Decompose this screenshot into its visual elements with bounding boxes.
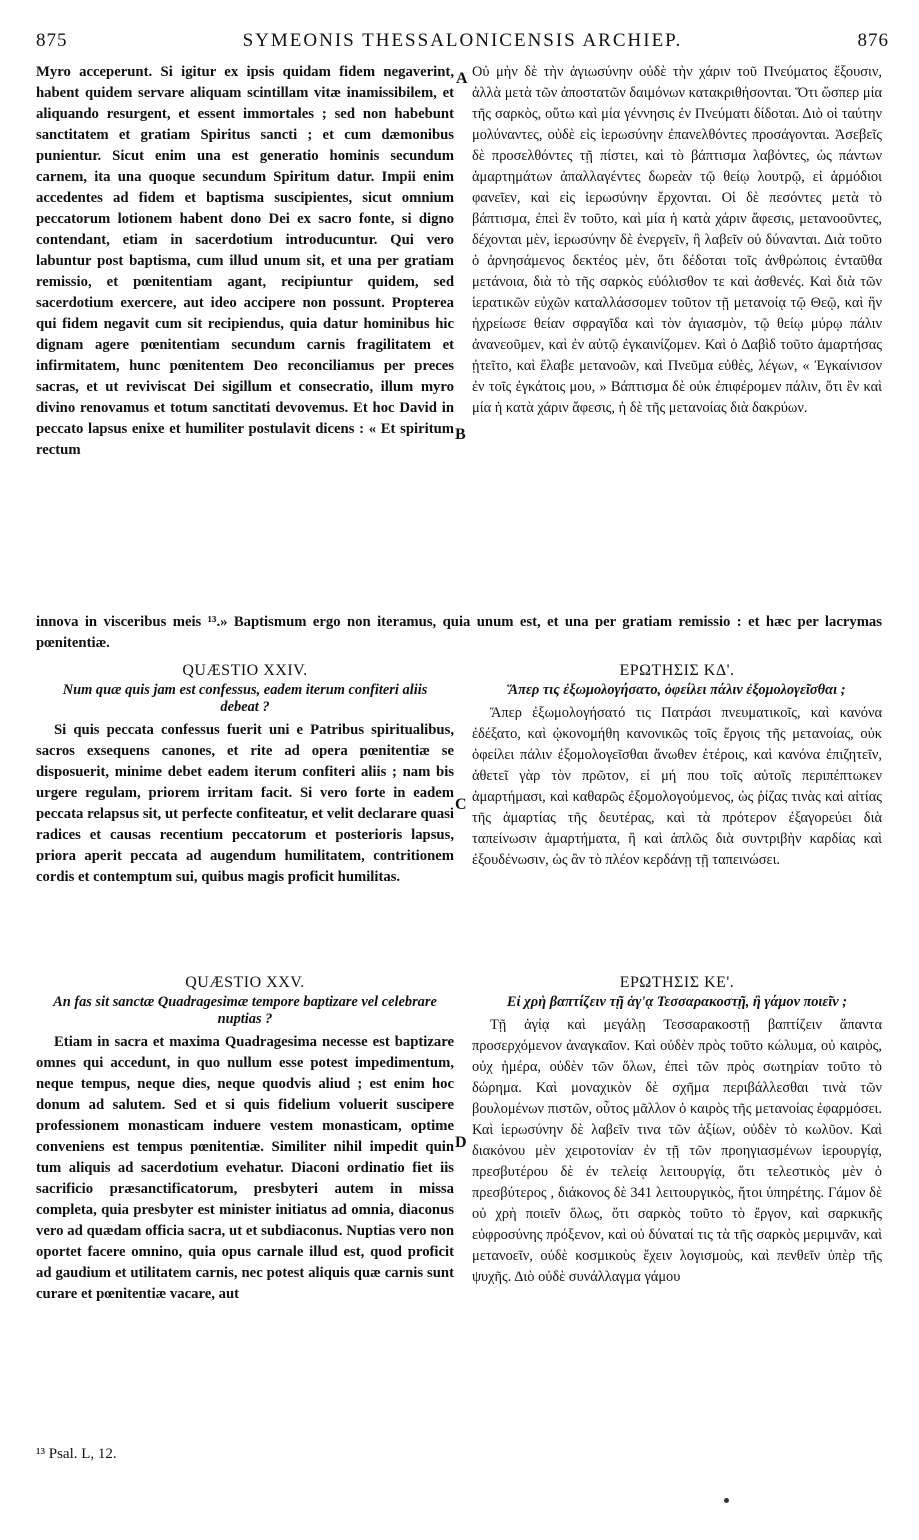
question-body: Si quis peccata confessus fuerit uni e Patribus spiritualibus, sacros exsequens canones, et rite ad opera pœnitentiæ se disposuerit, minime debet eadem iterum confiteri aliis ; nam bis urgere regulam, priorem irritam facit. Si vero forte in eadem peccata relapsus sit, ut perfecte confiteatur, et velit declarare quasi radices et causas recentium peccatorum et posterioris lapsus, priora aperit peccata ad augendum humilitatem, contritionem cordis et contemptum sui, quibus magis proficit humilitas.: [36, 722, 454, 885]
margin-letter-c: C: [455, 796, 467, 813]
greek-column-intro: [472, 62, 882, 419]
latin-intro-text: Myro acceperunt. Si igitur ex ipsis quidam fidem negaverint, habent quidem servare aliquam scintillam vitæ inamissibilem, et aliquando resurgent, et essent immortales ; sed non habebunt sanctitatem et gratiam Spiritus sancti ; et cum dæmonibus punientur. Sicut enim una est generatio hominis secundum carnem, ita una quoque secundum Spiritum datur. Impii enim accedentes ad fidem et baptisma suscipientes, sicut omnium peccatorum lotionem habent dono Dei ex sacro fonte, si digno contendant, etiam in sacerdotium introducuntur. Qui vero labuntur post baptisma, cum illud unum sit, et una per gratiam remissio, et pœnitentiam agant, recipiuntur quidem, sed sacerdotium exercere, aut ideo accipere non possunt. Propterea qui fidem negavit cum sit recipiendus, quia datur hominibus hic dignam agere pœnitentiam secundum carnis fragilitatem et infirmitatem, hunc pœnitentem Deo reconciliamus per preces sacras, et ut reviviscat Dei sigillum et consecratio, illum myro divino renovamus et totum sanctitati devovemus. Et hoc David in peccato lapsus enixe et humiliter postulavit dicens : « Et spiritum rectum: [36, 64, 454, 458]
greek-intro-text: Οὐ μὴν δὲ τὴν ἁγιωσύνην οὐδὲ τὴν χάριν τοῦ Πνεύματος ἕξουσιν, ἀλλὰ μετὰ τῶν ἀποστατῶν δαιμόνων κατακριθήσονται. Ὅτι ὥσπερ μία τῆς σαρκὸς, οὕτω καὶ μία γέννησις ἐν Πνεύματι δίδοται. Διὸ οἱ ταύτην μολύναντες, οὐδὲ εἰς ἱερωσύνην ἐπανελθόντες προσάγονται. Ἀσεβεῖς δὲ προσελθόντες τῇ πίστει, καὶ τὸ βάπτισμα λαβόντες, ὡς πάντων ἁμαρτημάτων ἀπαλλαγέντες δωρεὰν τῷ θείῳ λουτρῷ, εἰ ἁρμόδιοι φανεῖεν, καὶ εἰς ἱερωσύνην ἔρχονται. Οἱ δὲ πεσόντες μετὰ τὸ βάπτισμα, ἐπεὶ ἓν τοῦτο, καὶ μία ἡ κατὰ χάριν ἄφεσις, μετανοοῦντες, δέχονται μὲν, ἱερωσύνην δὲ ἐνεργεῖν, ἢ λαβεῖν οὐ δύνανται. Διὰ τοῦτο ὁ ἀρνησάμενος δεκτέος μὲν, ὅτι δέδοται τοῖς ἀνθρώποις ἐνταῦθα μετάνοια, διὰ τὸ τῆς σαρκὸς εὐόλισθον τε καὶ ἀσθενές. Καὶ διὰ τῶν ἱερατικῶν εὐχῶν καταλλάσσομεν τοῦτον τῇ μετανοίᾳ τῷ Θεῷ, καὶ ἣν ἠχρείωσε θείαν σφραγῖδα καὶ τὸν ἁγιασμὸν, τῷ θείῳ μύρῳ πάλιν ἀνανεοῦμεν, καὶ ἐν αὐτῷ ἐγκαινίζομεν. Καὶ ὁ Δαβὶδ τοῦτο ἁμαρτήσας ᾐτεῖτο, καὶ ἔλαβε μετανοῶν, καὶ Πνεῦμα εὐθὲς, λέγων, « Ἐγκαίνισον ἐν τοῖς ἐγκάτοις μου, » Βάπτισμα δὲ οὐκ ἐπιφέρομεν πάλιν, ὅτι ἓν καὶ μία ἡ κατὰ χάριν ἄφεσις, ἡ δὲ τῆς μετανοίας διὰ δακρύων.: [472, 64, 882, 416]
question-body: Ἅπερ ἐξωμολογήσατό τις Πατράσι πνευματικοῖς, καὶ κανόνα ἐδέξατο, καὶ ᾠκονομήθη κανονικῶς τοῖς ἔργοις τῆς μετανοίας, οὐκ ὀφείλει πάλιν ἐξομολογεῖσθαι ἄνωθεν ἑτέροις, καὶ κανόνα ἐπιζητεῖν, ἀθετεῖ γὰρ τὸν πρῶτον, εἰ μή που τοῖς αὐτοῖς περιπέπτωκεν ἁμαρτήμασι, καὶ καθαρῶς ἐξομολογούμενος, ὡς ῥίζας τινὰς καὶ αἰτίας τῆς ἁμαρτίας τῆς δευτέρας, καὶ τὰ πρότερον ἐξαγορεύει διὰ ταπείνωσιν ἁμαρτήματα, ἢ καὶ ἁπλῶς διὰ συντριβὴν καρδίας καὶ ἐξουδένωσιν, ὡς ἂν τὸ πλέον κερδάνῃ τῇ ταπεινώσει.: [472, 705, 882, 868]
latin-column-intro: [36, 62, 454, 461]
margin-letter-b: B: [455, 426, 466, 443]
running-title: SYMEONIS THESSALONICENSIS ARCHIEP.: [242, 30, 683, 51]
latin-question-25: [36, 972, 454, 1305]
question-body: Τῇ ἁγίᾳ καὶ μεγάλῃ Τεσσαρακοστῇ βαπτίζειν ἅπαντα προσερχόμενον ἀναγκαῖον. Καὶ οὐδὲν πρὸς τοῦτο κώλυμα, οὐ καιρὸς, οὐχ ἡμέρα, οὐδὲν τῶν ὅλων, ἐπεὶ τῶν πρὸς σωτηρίαν τοῦτο τὸ δώρημα. Καὶ μοναχικὸν δὲ σχῆμα περιβάλλεσθαι τινὰ τῶν βουλομένων πιστῶν, οὗτος μᾶλλον ὁ καιρὸς τῆς μετανοίας ἐφαρμόσει. Καὶ ἱερωσύνην δὲ λαβεῖν τινα τῶν ἀξίων, οὐδὲν τὸ κωλῦον. Καὶ διακόνου μὲν χειροτονίαν ἐν τῇ τῶν προηγιασμένων ἱερουργίᾳ, πρεσβυτέρου δὲ ἐν τελείᾳ λειτουργίᾳ, ὅτι τελεστικὸς μὲν ὁ πρεσβύτερος , διάκονος δὲ 341 λειτουργικὸς, ἤτοι ὑπηρέτης. Γάμον δὲ οὐ χρὴ ποιεῖν ὅλως, ὅτι σαρκὸς τοῦτο τὸ ἔργον, καὶ σαρκικῆς εὐφροσύνης πρόξενον, καὶ οὐ δύναταί τις τὰ τῆς σαρκὸς μεριμνᾶν, καὶ μετανοεῖν, οὐδὲ κοσμικοὺς ἔχειν λογισμοὺς, καὶ πενθεῖν ὑπὲρ τῆς ψυχῆς. Διὸ οὐδὲ συνάλλαγμα γάμου: [472, 1017, 882, 1285]
page-header: [36, 30, 889, 56]
question-subtitle: Num quæ quis jam est confessus, eadem iterum confiteri aliis debeat ?: [62, 682, 428, 715]
margin-letter-a: A: [456, 70, 468, 87]
question-title: QUÆSTIO XXIV.: [182, 662, 308, 679]
greek-question-25: [472, 972, 882, 1288]
margin-letter-d: D: [455, 1134, 467, 1151]
footnote: ¹³ Psal. L, 12.: [36, 1446, 117, 1462]
question-body: Etiam in sacra et maxima Quadragesima necesse est baptizare omnes qui accedunt, in quo nullum esse potest impedimentum, neque tempus, neque dies, neque quodvis aliud ; est enim hoc donum ad salutem. Sed et si quis fidelium voluerit suscipere professionem monasticam induere vestem monasticam, optime conveniens est tempus pœnitentiæ. Similiter nihil impedit quin tum aliquis ad sacerdotium evehatur. Diaconi ordinatio fiet iis sacrificio præsanctificatorum, presbyteri autem in missa completa, quia presbyter est minister initiatus ad omnia, diaconus vero ad quædam officia sacra, ut et subdiaconus. Nuptias vero non oportet facere omnino, quia opus carnale illud est, quod proficit ad gaudium et utilitatem carnis, nec potest aliquis quæ carnis sunt curare et pœnitentiæ vacare, aut: [36, 1034, 454, 1302]
question-title: QUÆSTIO XXV.: [185, 974, 305, 991]
question-title: ΕΡΩΤΗΣΙΣ ΚΕ'.: [619, 974, 735, 991]
page-number-right: 876: [857, 30, 889, 51]
question-title: ΕΡΩΤΗΣΙΣ ΚΔ'.: [619, 662, 735, 679]
page-number-left: 875: [36, 30, 68, 51]
greek-question-24: [472, 660, 882, 871]
full-width-text: innova in visceribus meis ¹³.» Baptismum ergo non iteramus, quia unum est, et una per gratiam remissio : et hæc per lacrymas pœnitentiæ.: [36, 614, 882, 651]
full-width-line: [36, 612, 882, 654]
ink-dot: [724, 1498, 729, 1503]
question-subtitle: Ἅπερ τις ἐξωμολογήσατο, ὀφείλει πάλιν ἐξομολογεῖσθαι ;: [508, 682, 846, 698]
question-subtitle: Εἰ χρὴ βαπτίζειν τῇ ἁγ'ᾳ Τεσσαρακοστῇ, ἢ γάμον ποιεῖν ;: [506, 994, 848, 1010]
latin-question-24: [36, 660, 454, 888]
question-subtitle: An fas sit sanctæ Quadragesimæ tempore baptizare vel celebrare nuptias ?: [53, 994, 437, 1027]
